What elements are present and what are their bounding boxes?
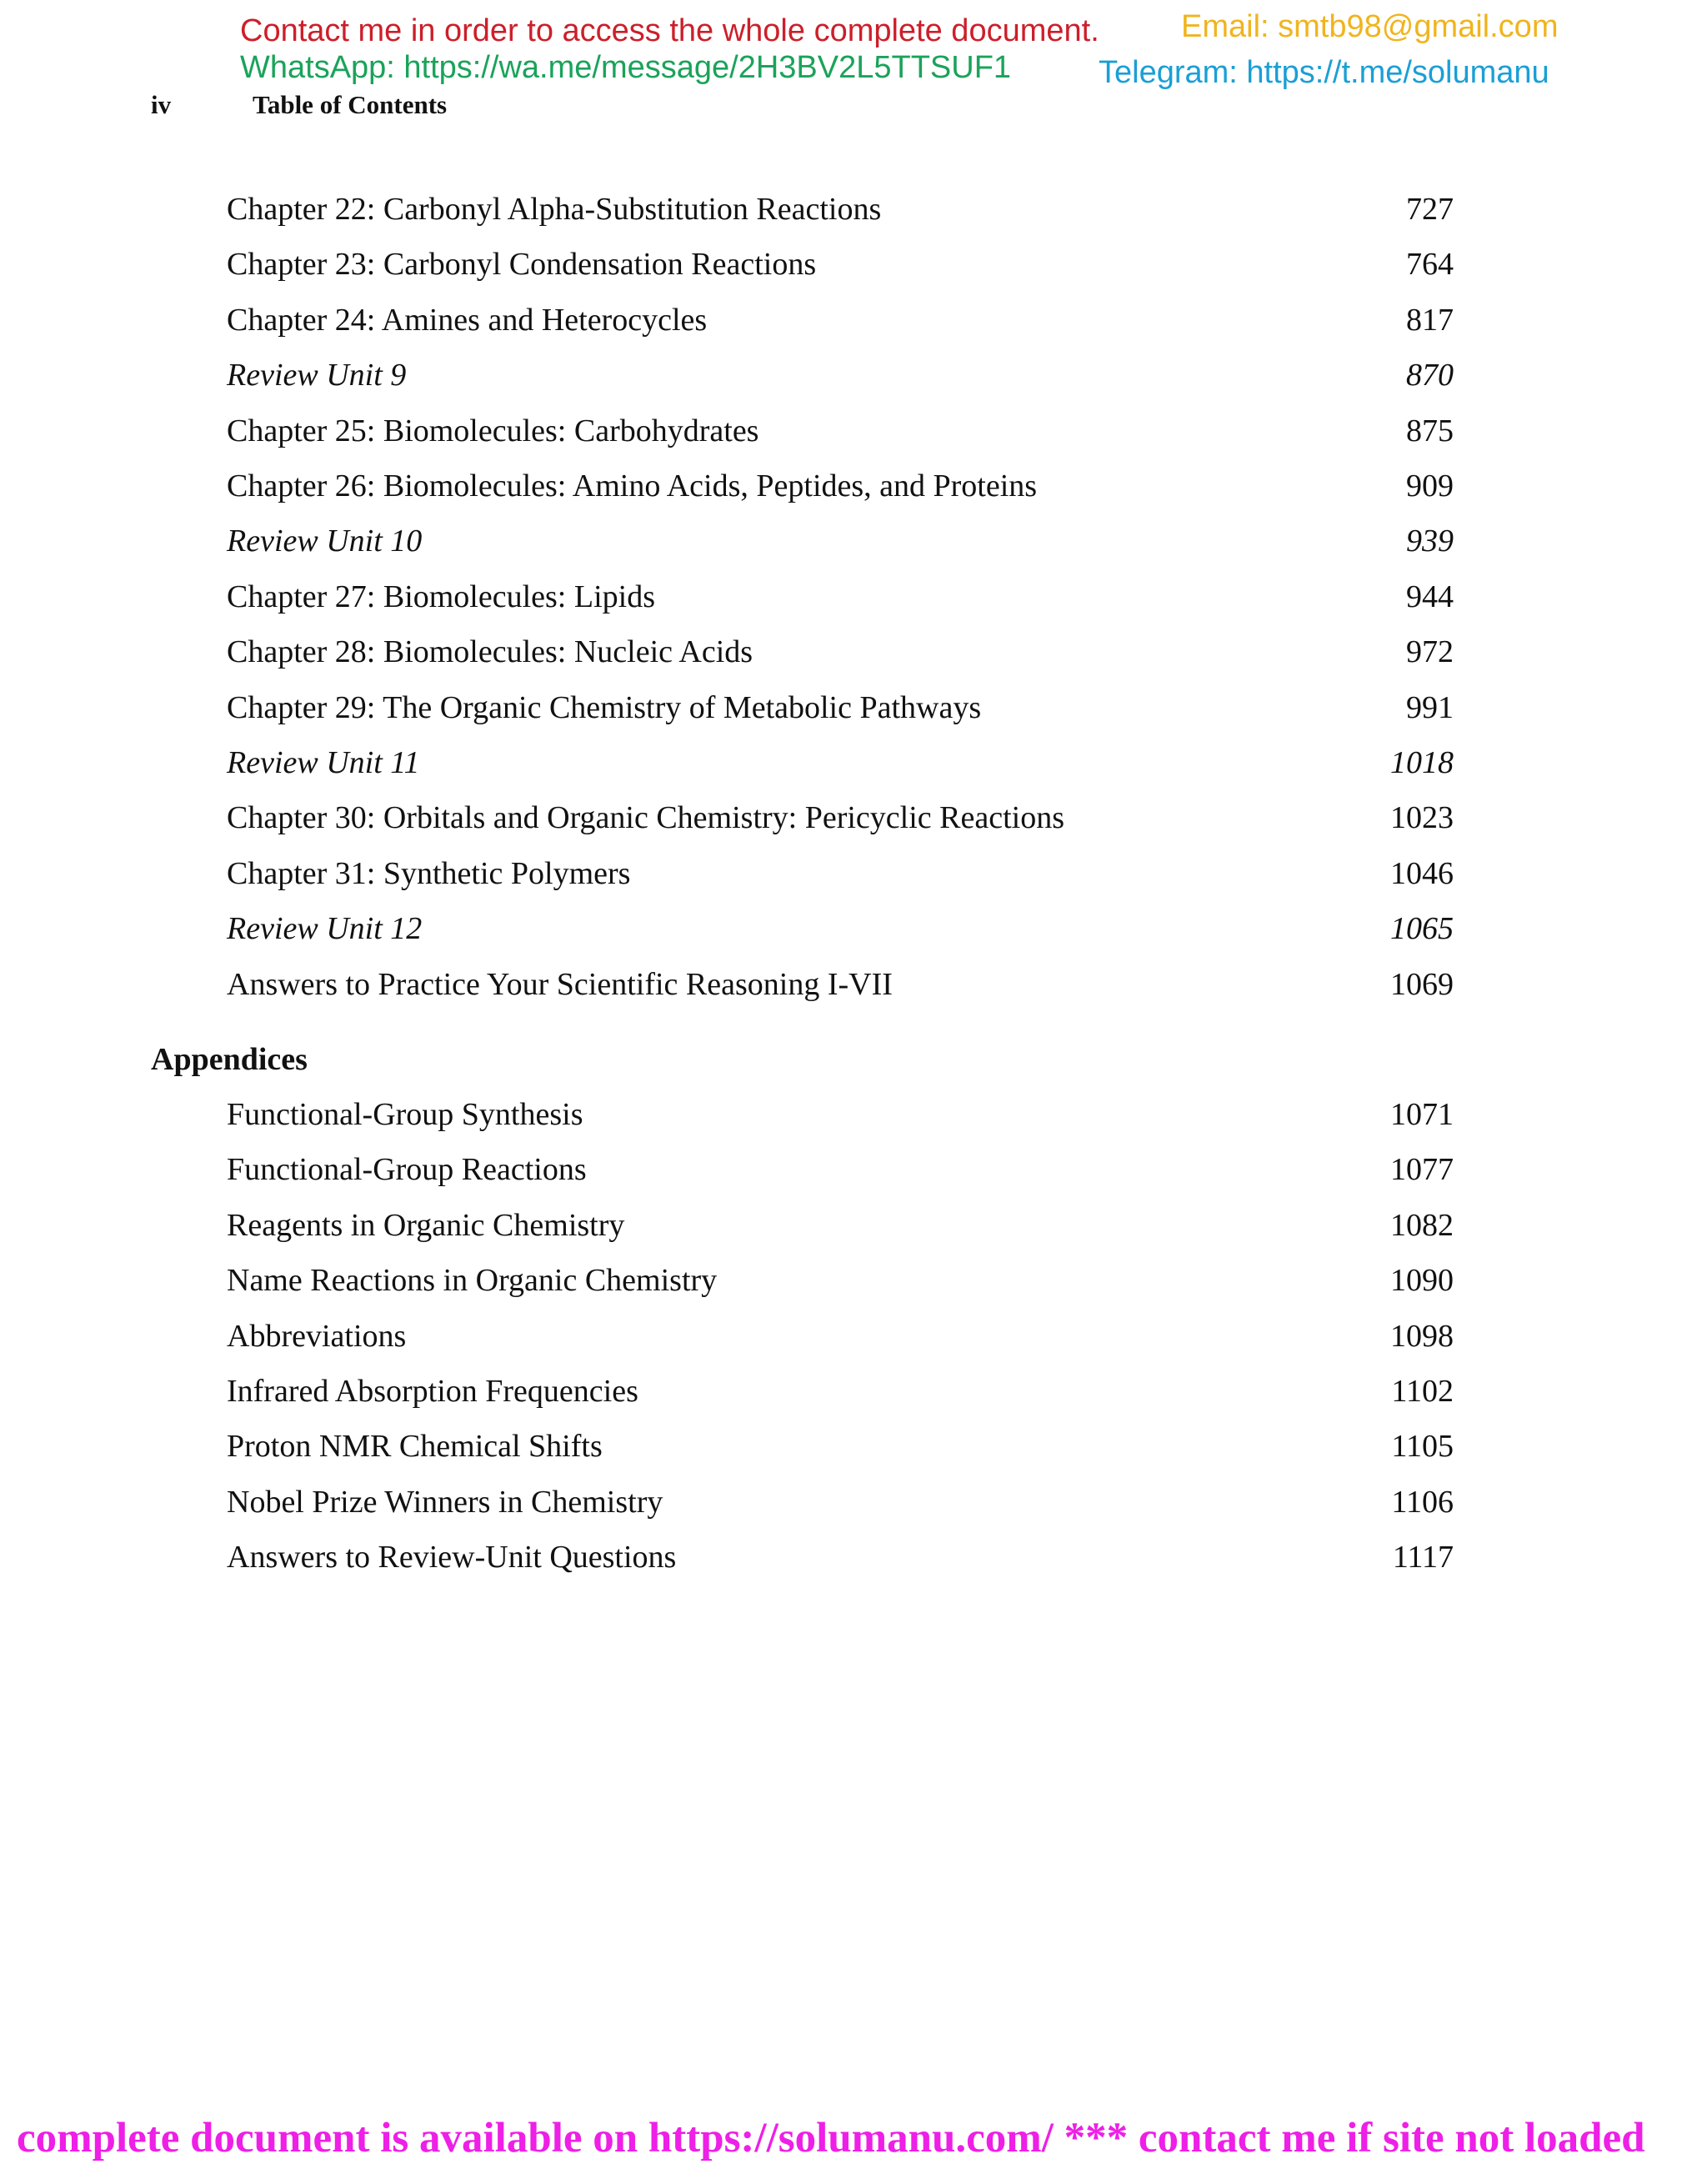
toc-entry-title: Chapter 29: The Organic Chemistry of Metabolic Pathways	[227, 689, 982, 725]
banner-contact-text: Contact me in order to access the whole complete document.	[240, 13, 1099, 48]
toc-entry-row[interactable]	[227, 631, 1454, 673]
running-title: Table of Contents	[253, 90, 448, 119]
toc-entry-page-number: 972	[1406, 634, 1454, 670]
appendix-entry-row[interactable]	[227, 1149, 1454, 1190]
appendix-entry-title: Functional-Group Synthesis	[227, 1097, 583, 1132]
toc-entry-title: Chapter 27: Biomolecules: Lipids	[227, 579, 655, 614]
appendix-entry-row[interactable]	[227, 1205, 1454, 1246]
toc-entry-row[interactable]	[227, 410, 1454, 452]
toc-entry-row[interactable]	[227, 742, 1454, 784]
toc-entry-row[interactable]	[227, 853, 1454, 894]
appendix-entry-title: Name Reactions in Organic Chemistry	[227, 1263, 718, 1299]
toc-entry-row[interactable]	[227, 354, 1454, 396]
toc-entry-page-number: 817	[1406, 302, 1454, 338]
toc-entry-page-number: 1046	[1390, 855, 1454, 891]
toc-entry-page-number: 1065	[1390, 911, 1454, 947]
toc-entry-title: Review Unit 11	[227, 745, 420, 780]
toc-entry-title: Chapter 23: Carbonyl Condensation Reactions	[227, 247, 817, 283]
appendix-entry-row[interactable]	[227, 1481, 1454, 1523]
appendix-entry-title: Answers to Review-Unit Questions	[227, 1540, 677, 1575]
toc-entry-title: Chapter 28: Biomolecules: Nucleic Acids	[227, 634, 753, 670]
toc-entry-row[interactable]	[227, 299, 1454, 341]
toc-entry-page-number: 875	[1406, 413, 1454, 448]
toc-entry-page-number: 909	[1406, 468, 1454, 503]
toc-entry-row[interactable]	[227, 188, 1454, 230]
appendix-entry-page-number: 1117	[1392, 1540, 1454, 1575]
appendix-entry-title: Reagents in Organic Chemistry	[227, 1207, 625, 1243]
appendix-entry-title: Functional-Group Reactions	[227, 1152, 587, 1188]
toc-entry-title: Chapter 22: Carbonyl Alpha-Substitution Reactions	[227, 192, 882, 227]
toc-entry-title: Review Unit 12	[227, 911, 423, 947]
appendix-entry-page-number: 1082	[1390, 1207, 1454, 1243]
appendix-entry-page-number: 1071	[1390, 1097, 1454, 1132]
toc-entry-page-number: 939	[1406, 523, 1454, 559]
toc-entry-row[interactable]	[227, 964, 1454, 1005]
page-number: iv	[151, 90, 172, 119]
banner-email-link[interactable]: Email: smtb98@gmail.com	[1181, 9, 1559, 44]
toc-entry-title: Chapter 26: Biomolecules: Amino Acids, Peptides, and Proteins	[227, 468, 1038, 503]
appendix-entry-row[interactable]	[227, 1315, 1454, 1357]
toc-entry-row[interactable]	[227, 243, 1454, 285]
toc-entry-page-number: 944	[1406, 579, 1454, 614]
appendix-entry-page-number: 1106	[1391, 1484, 1454, 1520]
toc-entry-page-number: 727	[1406, 192, 1454, 227]
toc-entry-row[interactable]	[227, 576, 1454, 618]
toc-entry-page-number: 1069	[1390, 966, 1454, 1002]
toc-entry-title: Review Unit 10	[227, 523, 423, 559]
toc-entry-page-number: 991	[1406, 689, 1454, 725]
toc-entry-title: Chapter 31: Synthetic Polymers	[227, 855, 631, 891]
running-head	[151, 92, 447, 118]
toc-entry-page-number: 870	[1406, 358, 1454, 393]
toc-entry-row[interactable]	[227, 520, 1454, 562]
appendix-entry-row[interactable]	[227, 1425, 1454, 1467]
toc-entry-row[interactable]	[227, 797, 1454, 839]
appendix-entry-page-number: 1105	[1391, 1429, 1454, 1465]
banner-whatsapp-link[interactable]: WhatsApp: https://wa.me/message/2H3BV2L5TTSUF1	[240, 50, 1012, 85]
appendix-entry-row[interactable]	[227, 1536, 1454, 1578]
appendix-entry-row[interactable]	[227, 1094, 1454, 1135]
toc-entry-row[interactable]	[227, 687, 1454, 729]
banner-telegram-link[interactable]: Telegram: https://t.me/solumanu	[1099, 55, 1549, 90]
toc-entry-title: Review Unit 9	[227, 358, 407, 393]
toc-entry-title: Chapter 24: Amines and Heterocycles	[227, 302, 708, 338]
appendix-entry-title: Infrared Absorption Frequencies	[227, 1374, 638, 1409]
appendix-entry-title: Abbreviations	[227, 1318, 407, 1354]
appendix-entry-title: Nobel Prize Winners in Chemistry	[227, 1484, 663, 1520]
toc-entry-page-number: 1023	[1390, 800, 1454, 836]
appendix-entry-page-number: 1090	[1390, 1263, 1454, 1299]
toc-entry-page-number: 1018	[1390, 745, 1454, 780]
appendix-entry-row[interactable]	[227, 1370, 1454, 1412]
appendix-entry-row[interactable]	[227, 1260, 1454, 1301]
appendix-entry-title: Proton NMR Chemical Shifts	[227, 1429, 603, 1465]
toc-entry-row[interactable]	[227, 908, 1454, 949]
toc-entry-page-number: 764	[1406, 247, 1454, 283]
toc-entry-title: Chapter 25: Biomolecules: Carbohydrates	[227, 413, 759, 448]
toc-entry-title: Answers to Practice Your Scientific Reasoning I-VII	[227, 966, 893, 1002]
toc-entry-title: Chapter 30: Orbitals and Organic Chemistry: Pericyclic Reactions	[227, 800, 1064, 836]
toc-entry-row[interactable]	[227, 465, 1454, 507]
footer-notice[interactable]: complete document is available on https://solumanu.com/ *** contact me if site not loaded	[17, 2115, 1645, 2161]
appendix-entry-page-number: 1098	[1390, 1318, 1454, 1354]
appendix-entry-page-number: 1077	[1390, 1152, 1454, 1188]
appendices-heading: Appendices	[151, 1042, 308, 1077]
appendix-entry-page-number: 1102	[1391, 1374, 1454, 1409]
